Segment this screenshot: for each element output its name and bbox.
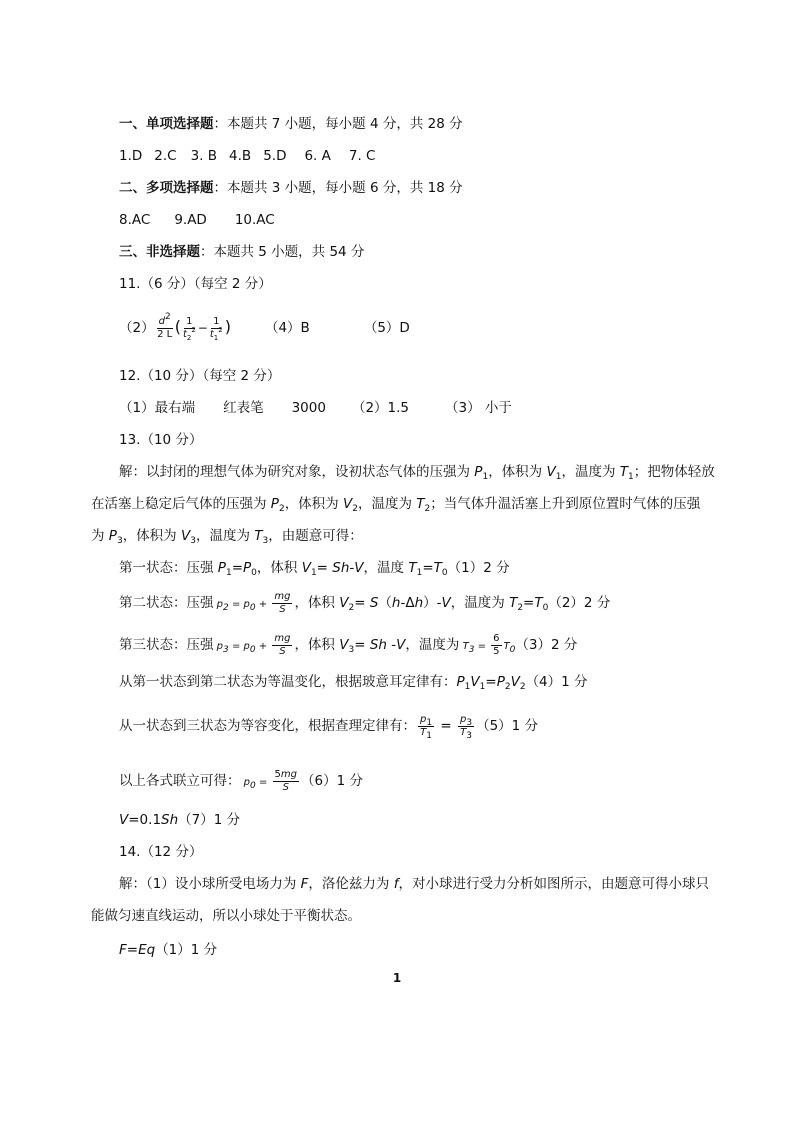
answer-3: 3. B: [190, 148, 218, 164]
q11-title: 11.（6 分）（每空 2 分）: [119, 276, 272, 292]
answer-4: 4.B: [229, 148, 252, 164]
q13-state1: 第一状态：压强 $P_1=P_0$，体积 $V_1= Sh-V$，温度 $T_1=T_0(1)2$ 分: [119, 560, 510, 578]
answer-10: 10.AC: [234, 212, 275, 228]
section1-heading: 一、单项选择题: [119, 116, 214, 132]
q11-part5: （5）D: [363, 320, 410, 336]
answer-9: 9.AD: [174, 212, 207, 228]
answer-1: 1.D: [119, 148, 143, 164]
q14-line2: 能做匀速直线运动，所以小球处于平衡状态。: [91, 908, 361, 924]
q12-a1: （1）最右端: [119, 400, 196, 416]
q13-title: 13.（10 分）: [119, 432, 203, 448]
section3-line: [119, 242, 364, 262]
q13-isochoric: 从一状态到三状态为等容变化，根据查理定律有： $\frac{p_1}{T_1}$ = $\frac{p_3}{T_3}$ （5）1 分: [119, 713, 539, 741]
q13-combine: 以上各式联立可得： $p_0$ = $\frac{5mg}{S}$ （6）1 分: [119, 768, 363, 793]
q13-solution-line1: 解：以封闭的理想气体为研究对象，设初状态气体的压强为 $P_1$，体积为 $V_1$，温度为 $T_1$；把物体轻放: [119, 464, 715, 482]
q11-part4: （4）B: [264, 320, 310, 336]
page-number: 1: [392, 971, 402, 985]
section1-line: [119, 114, 463, 134]
q12-a2: 红表笔: [223, 400, 264, 416]
answer-7: 7. C: [348, 148, 376, 164]
q13-state3: 第三状态：压强 $p_3 = p_0$ + $\frac{mg}{S}$ ，体积 $V_3= Sh$ -V，温度为 $T_3$ = $\frac{6}{5}$ $T_0(3)2$ 分: [119, 632, 578, 657]
section3-desc: ：本题共 5 小题，共 54 分: [200, 244, 365, 260]
q12-a4: （2）1.5: [351, 400, 410, 416]
section1-answers: [119, 146, 376, 166]
section1-desc: ：本题共 7 小题，每小题 4 分，共 28 分: [213, 116, 463, 132]
q11-part2-label: （2）: [119, 320, 155, 336]
answer-6: 6. A: [304, 148, 331, 164]
q13-solution-line2: 在活塞上稳定后气体的压强为 $P_2$，体积为 $V_2$，温度为 $T_2$；当气体升温活塞上升到原位置时气体的压强: [91, 496, 701, 514]
q14-title: 14.（12 分）: [119, 844, 203, 860]
q11-answer: （2） $\frac{d^2}{2 L}$ ( $\frac{1}{t_2^2}$ − $\frac{1}{t_1^2}$ ) （4）B （5）D: [119, 311, 410, 342]
q14-eq1: F=Eq（1）1 分: [119, 942, 218, 958]
section2-line: [119, 178, 463, 198]
q11-fraction-1-t2: $\frac{1}{t_2^2}$: [182, 315, 196, 342]
q13-solution-line3: 为 $P_3$，体积为 $V_3$，温度为 $T_3$，由题意可得：: [91, 528, 363, 546]
q12-a3: 3000: [291, 400, 326, 416]
answer-8: 8.AC: [119, 212, 151, 228]
section2-heading: 二、多项选择题: [119, 180, 214, 196]
q14-line1: 解：（1）设小球所受电场力为 F，洛伦兹力为 f，对小球进行受力分析如图所示，由题意可得小球只: [119, 876, 709, 892]
q13-isothermal: 从第一状态到第二状态为等温变化，根据玻意耳定律有：$P_1V_1=P_2V_2(4)1$ 分: [119, 674, 588, 692]
q13-result: V=0.1Sh（7）1 分: [119, 812, 241, 828]
answer-2: 2.C: [154, 148, 177, 164]
section2-answers: [119, 210, 275, 230]
q11-fraction-1-t1: $\frac{1}{t_1^2}$: [209, 315, 223, 342]
q12-a5: （3） 小于: [445, 400, 512, 416]
q13-state2: 第二状态：压强 $p_2 = p_0$ + $\frac{mg}{S}$ ，体积 $V_2= S(h-\Delta h)-V$，温度为 $T_2=T_0(2)2$ 分: [119, 590, 611, 615]
q12-answers: [119, 398, 512, 418]
section3-heading: 三、非选择题: [119, 244, 200, 260]
section2-desc: ：本题共 3 小题，每小题 6 分，共 18 分: [213, 180, 463, 196]
q12-title: 12.（10 分）（每空 2 分）: [119, 368, 281, 384]
answer-5: 5.D: [263, 148, 287, 164]
q11-fraction-d2-2l: $\frac{d^2}{2 L}$: [157, 311, 173, 340]
